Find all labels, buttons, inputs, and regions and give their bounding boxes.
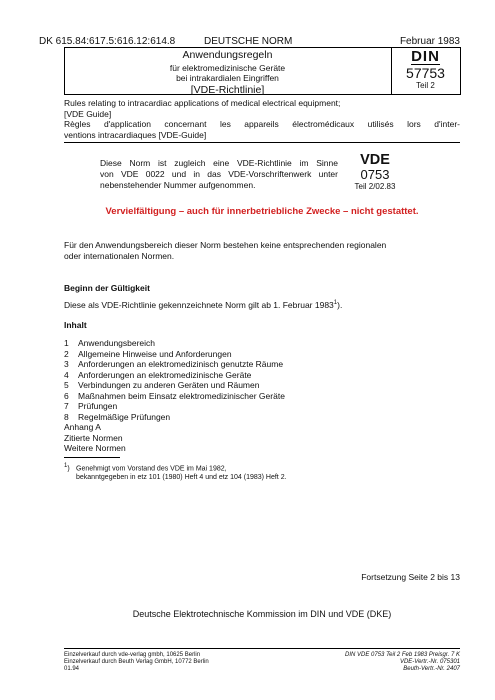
toc-item (64, 391, 285, 402)
footer-rule (64, 648, 460, 649)
footnote-line-2: bekanntgegeben in etz 101 (1980) Heft 4 und etz 104 (1983) Heft 2. (76, 474, 287, 482)
dk-classification: DK 615.84:617.5:616.12:614.8 (39, 36, 176, 47)
scope-line-2: oder internationalen Normen. (64, 251, 175, 261)
title-sub-1: für elektromedizinische Geräte (169, 63, 286, 73)
toc-item-number: 3 (64, 359, 69, 369)
toc-item-label: Prüfungen (78, 401, 118, 411)
vde-number: 0753 (360, 167, 390, 182)
title-sub-2: bei intrakardialen Eingriffen (176, 73, 279, 83)
toc-item (64, 412, 285, 423)
publication-date: Februar 1983 (399, 36, 460, 47)
toc-annex: Anhang A (64, 422, 101, 432)
norm-type: DEUTSCHE NORM (204, 36, 293, 47)
footer-beuth-order-number: Beuth-Vertr.-Nr. 2407 (403, 666, 460, 672)
toc-item (64, 380, 285, 391)
vde-statement-line-3: nebenstehender Nummer aufgenommen. (100, 180, 256, 190)
title-right-rule (460, 47, 461, 95)
footnote-line-1: Genehmigt vom Vorstand des VDE im Mai 1982, (76, 465, 227, 473)
footnote-rule (64, 457, 120, 458)
vde-statement-line-2: von VDE 0022 und in das VDE-Vorschriftenwerk unter (100, 169, 338, 179)
toc-item-number: 5 (64, 380, 69, 390)
commission-line: Deutsche Elektrotechnische Kommission im DIN und VDE (DKE) (132, 609, 392, 619)
toc-item-label: Regelmäßige Prüfungen (78, 411, 171, 422)
title-translations (64, 98, 460, 140)
toc-item-label: Anforderungen an elektromedizinische Geräte (78, 369, 252, 380)
toc-item (64, 359, 285, 370)
validity-footnote-mark: 1 (333, 300, 338, 306)
footer-edition: 01.94 (64, 666, 80, 672)
validity-heading: Beginn der Gültigkeit (64, 283, 150, 293)
footer-order-info (345, 652, 460, 673)
din-block (391, 48, 460, 94)
vde-block (345, 153, 405, 193)
title-vde-guideline: [VDE-Richtlinie] (190, 84, 265, 96)
table-of-contents (64, 338, 285, 454)
validity-text (64, 298, 342, 311)
toc-item-number: 1 (64, 338, 69, 348)
continuation-note: Fortsetzung Seite 2 bis 13 (361, 572, 460, 582)
toc-item-label: Anwendungsbereich (78, 338, 156, 348)
toc-item-number: 8 (64, 411, 69, 422)
vde-statement (100, 158, 338, 191)
vde-statement-line-1: Diese Norm ist zugleich eine VDE-Richtlinie im Sinne (100, 158, 338, 168)
toc-item (64, 401, 285, 412)
english-title-1: Rules relating to intracardiac applications of medical electrical equipment; (64, 98, 341, 108)
footer-sales-line-1: Einzelverkauf durch vde-verlag gmbh, 10625 Berlin (64, 652, 201, 658)
footer-vde-order-number: VDE-Vertr.-Nr. 075301 (399, 659, 460, 665)
din-number: 57753 (406, 65, 445, 81)
toc-item-label: Allgemeine Hinweise und Anforderungen (78, 348, 232, 359)
footer-sales-info (64, 652, 209, 673)
validity-sentence-end: ). (337, 299, 343, 310)
translations-rule (64, 142, 460, 143)
scope-line-1: Für den Anwendungsbereich dieser Norm bestehen keine entsprechenden regionalen (64, 240, 387, 250)
din-part: Teil 2 (416, 81, 435, 90)
title-block (64, 48, 391, 94)
vde-part: Teil 2/02.83 (354, 182, 396, 191)
toc-cited-standards: Zitierte Normen (64, 432, 123, 443)
footer-order-line-1: DIN VDE 0753 Teil 2 Feb 1983 Preisgr. 7 K (345, 652, 460, 658)
english-title-2: [VDE Guide] (64, 108, 112, 119)
toc-further-standards: Weitere Normen (64, 443, 126, 453)
toc-item-number: 7 (64, 401, 69, 411)
toc-item-number: 6 (64, 390, 69, 401)
french-title-2: ventions intracardiaques [VDE-Guide] (64, 129, 207, 140)
vde-logo: VDE (360, 152, 390, 168)
french-title-1: Règles d'application concernant les appareils électromédicaux utilisés lors d'inter- (64, 119, 460, 129)
validity-sentence: Diese als VDE-Richtlinie gekennzeichnete Norm gilt ab 1. Februar 1983 (64, 299, 334, 310)
toc-item (64, 338, 285, 349)
toc-item-label: Anforderungen an elektromedizinisch genutzte Räume (78, 359, 284, 369)
toc-item-label: Maßnahmen beim Einsatz elektromedizinischer Geräte (78, 390, 285, 401)
toc-item-label: Verbindungen zu anderen Geräten und Räumen (78, 380, 260, 390)
din-logo: DIN (411, 48, 440, 65)
footnote-mark: 1 (64, 463, 68, 469)
scope-paragraph (64, 240, 386, 262)
footnote: $^1$) Genehmigt vom Vorstand des VDE im Mai 1982, bekanntgegeben in etz 101 (1980) Heft 4 und etz 104 (1983) Heft 2. (64, 463, 287, 482)
toc-item-number: 4 (64, 369, 69, 380)
title-main: Anwendungsregeln (182, 49, 273, 61)
reproduction-notice: Vervielfältigung – auch für innerbetriebliche Zwecke – nicht gestattet. (105, 206, 419, 217)
toc-item-number: 2 (64, 348, 69, 359)
contents-heading: Inhalt (64, 320, 87, 330)
footer-sales-line-2: Einzelverkauf durch Beuth Verlag GmbH, 10772 Berlin (64, 659, 209, 665)
toc-item (64, 370, 285, 381)
toc-item (64, 349, 285, 360)
